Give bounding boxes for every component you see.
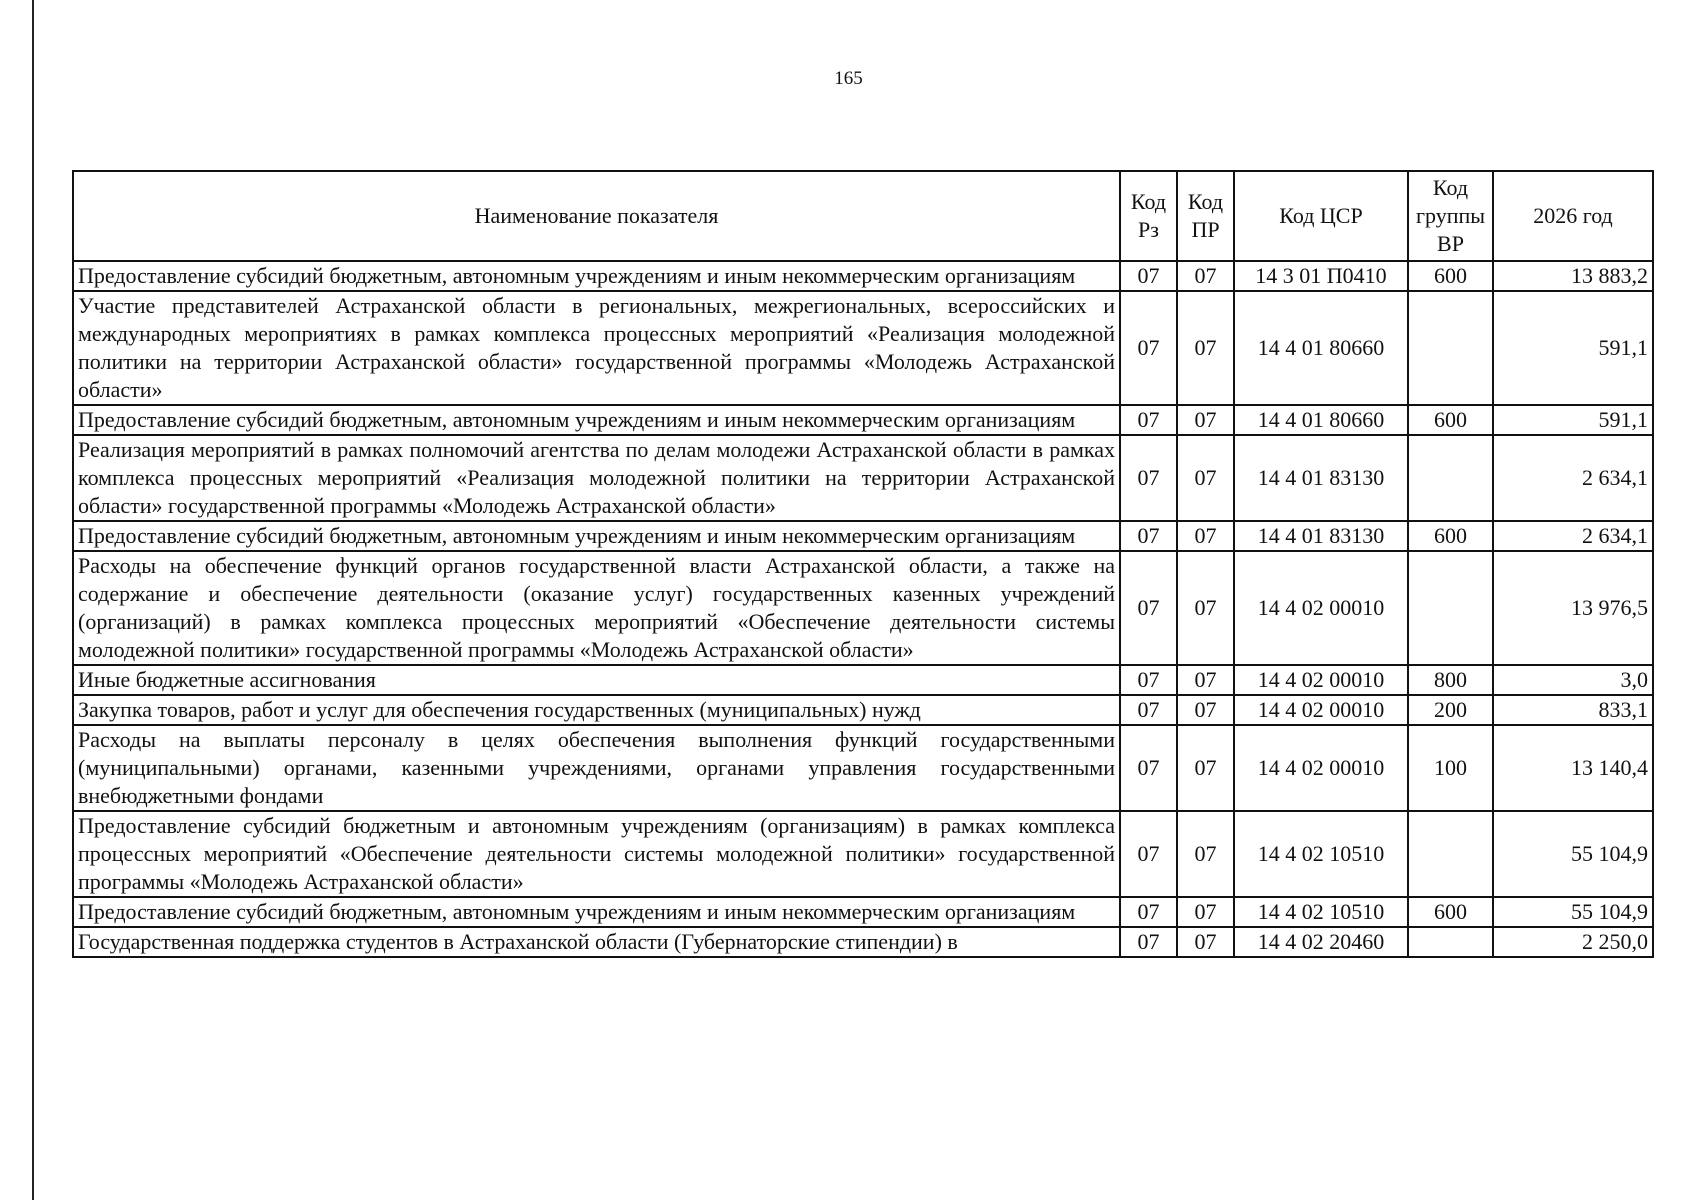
cell-csr: 14 4 02 00010 bbox=[1234, 551, 1408, 665]
cell-name: Участие представителей Астраханской области в региональных, межрегиональных, всероссийских и международных мероприятиях в рамках комплекса процессных мероприятий «Реализация молодежной политики на территории Астраханской области» государственной программы «Молодежь Астраханской области» bbox=[73, 291, 1120, 405]
cell-vr: 800 bbox=[1408, 665, 1493, 695]
header-pr: Код ПР bbox=[1177, 171, 1234, 261]
table-row bbox=[73, 261, 1653, 291]
cell-name: Реализация мероприятий в рамках полномочий агентства по делам молодежи Астраханской области в рамках комплекса процессных мероприятий «Реализация молодежной политики на территории Астраханской области» государственной программы «Молодежь Астраханской области» bbox=[73, 435, 1120, 521]
cell-rz: 07 bbox=[1120, 261, 1177, 291]
cell-rz: 07 bbox=[1120, 897, 1177, 927]
cell-pr: 07 bbox=[1177, 897, 1234, 927]
budget-table bbox=[72, 170, 1654, 958]
cell-amount: 2 634,1 bbox=[1493, 521, 1653, 551]
cell-pr: 07 bbox=[1177, 725, 1234, 811]
cell-name: Расходы на выплаты персоналу в целях обеспечения выполнения функций государственными (муниципальными) органами, казенными учреждениями, органами управления государственными внебюджетными фондами bbox=[73, 725, 1120, 811]
cell-csr: 14 3 01 П0410 bbox=[1234, 261, 1408, 291]
cell-amount: 591,1 bbox=[1493, 291, 1653, 405]
binding-margin-line bbox=[32, 0, 34, 1200]
cell-csr: 14 4 01 80660 bbox=[1234, 405, 1408, 435]
cell-vr bbox=[1408, 435, 1493, 521]
cell-csr: 14 4 01 80660 bbox=[1234, 291, 1408, 405]
cell-csr: 14 4 02 00010 bbox=[1234, 665, 1408, 695]
cell-rz: 07 bbox=[1120, 811, 1177, 897]
cell-vr bbox=[1408, 811, 1493, 897]
cell-vr: 600 bbox=[1408, 261, 1493, 291]
table-row bbox=[73, 927, 1653, 957]
cell-amount: 13 883,2 bbox=[1493, 261, 1653, 291]
cell-name: Предоставление субсидий бюджетным, автономным учреждениям и иным некоммерческим организациям bbox=[73, 261, 1120, 291]
cell-rz: 07 bbox=[1120, 405, 1177, 435]
cell-pr: 07 bbox=[1177, 435, 1234, 521]
cell-pr: 07 bbox=[1177, 665, 1234, 695]
table-row bbox=[73, 665, 1653, 695]
table-row bbox=[73, 405, 1653, 435]
cell-name: Государственная поддержка студентов в Астраханской области (Губернаторские стипендии) в bbox=[73, 927, 1120, 957]
table-row bbox=[73, 551, 1653, 665]
table-row bbox=[73, 811, 1653, 897]
cell-name: Предоставление субсидий бюджетным, автономным учреждениям и иным некоммерческим организациям bbox=[73, 405, 1120, 435]
cell-rz: 07 bbox=[1120, 551, 1177, 665]
cell-rz: 07 bbox=[1120, 927, 1177, 957]
table-row bbox=[73, 897, 1653, 927]
cell-csr: 14 4 02 00010 bbox=[1234, 695, 1408, 725]
cell-vr bbox=[1408, 291, 1493, 405]
cell-amount: 3,0 bbox=[1493, 665, 1653, 695]
cell-csr: 14 4 02 10510 bbox=[1234, 897, 1408, 927]
cell-rz: 07 bbox=[1120, 665, 1177, 695]
cell-name: Закупка товаров, работ и услуг для обеспечения государственных (муниципальных) нужд bbox=[73, 695, 1120, 725]
cell-amount: 13 976,5 bbox=[1493, 551, 1653, 665]
header-year: 2026 год bbox=[1493, 171, 1653, 261]
cell-amount: 591,1 bbox=[1493, 405, 1653, 435]
cell-pr: 07 bbox=[1177, 551, 1234, 665]
cell-amount: 2 634,1 bbox=[1493, 435, 1653, 521]
header-rz: Код Рз bbox=[1120, 171, 1177, 261]
cell-pr: 07 bbox=[1177, 261, 1234, 291]
page-number: 165 bbox=[834, 68, 863, 89]
cell-rz: 07 bbox=[1120, 695, 1177, 725]
header-csr: Код ЦСР bbox=[1234, 171, 1408, 261]
cell-vr: 600 bbox=[1408, 405, 1493, 435]
cell-name: Предоставление субсидий бюджетным, автономным учреждениям и иным некоммерческим организациям bbox=[73, 521, 1120, 551]
cell-name: Расходы на обеспечение функций органов государственной власти Астраханской области, а также на содержание и обеспечение деятельности (оказание услуг) государственных казенных учреждений (организаций) в рамках комплекса процессных мероприятий «Обеспечение деятельности системы молодежной политики» государственной программы «Молодежь Астраханской области» bbox=[73, 551, 1120, 665]
cell-amount: 55 104,9 bbox=[1493, 811, 1653, 897]
table-row bbox=[73, 435, 1653, 521]
table-row bbox=[73, 521, 1653, 551]
cell-csr: 14 4 02 20460 bbox=[1234, 927, 1408, 957]
cell-pr: 07 bbox=[1177, 291, 1234, 405]
cell-pr: 07 bbox=[1177, 927, 1234, 957]
table-header-row bbox=[73, 171, 1653, 261]
cell-csr: 14 4 02 10510 bbox=[1234, 811, 1408, 897]
cell-amount: 13 140,4 bbox=[1493, 725, 1653, 811]
cell-csr: 14 4 02 00010 bbox=[1234, 725, 1408, 811]
cell-rz: 07 bbox=[1120, 435, 1177, 521]
cell-rz: 07 bbox=[1120, 291, 1177, 405]
cell-amount: 55 104,9 bbox=[1493, 897, 1653, 927]
cell-csr: 14 4 01 83130 bbox=[1234, 521, 1408, 551]
cell-amount: 2 250,0 bbox=[1493, 927, 1653, 957]
cell-rz: 07 bbox=[1120, 725, 1177, 811]
header-name: Наименование показателя bbox=[73, 171, 1120, 261]
cell-vr: 600 bbox=[1408, 521, 1493, 551]
cell-pr: 07 bbox=[1177, 405, 1234, 435]
cell-vr: 600 bbox=[1408, 897, 1493, 927]
header-vr: Код группы ВР bbox=[1408, 171, 1493, 261]
cell-name: Предоставление субсидий бюджетным, автономным учреждениям и иным некоммерческим организациям bbox=[73, 897, 1120, 927]
cell-vr: 100 bbox=[1408, 725, 1493, 811]
cell-csr: 14 4 01 83130 bbox=[1234, 435, 1408, 521]
cell-rz: 07 bbox=[1120, 521, 1177, 551]
cell-vr bbox=[1408, 927, 1493, 957]
table-row bbox=[73, 725, 1653, 811]
cell-pr: 07 bbox=[1177, 811, 1234, 897]
cell-name: Иные бюджетные ассигнования bbox=[73, 665, 1120, 695]
cell-vr bbox=[1408, 551, 1493, 665]
cell-pr: 07 bbox=[1177, 695, 1234, 725]
table-body bbox=[73, 261, 1653, 957]
cell-pr: 07 bbox=[1177, 521, 1234, 551]
cell-name: Предоставление субсидий бюджетным и автономным учреждениям (организациям) в рамках комплекса процессных мероприятий «Обеспечение деятельности системы молодежной политики» государственной программы «Молодежь Астраханской области» bbox=[73, 811, 1120, 897]
table-row bbox=[73, 291, 1653, 405]
cell-amount: 833,1 bbox=[1493, 695, 1653, 725]
table-row bbox=[73, 695, 1653, 725]
cell-vr: 200 bbox=[1408, 695, 1493, 725]
